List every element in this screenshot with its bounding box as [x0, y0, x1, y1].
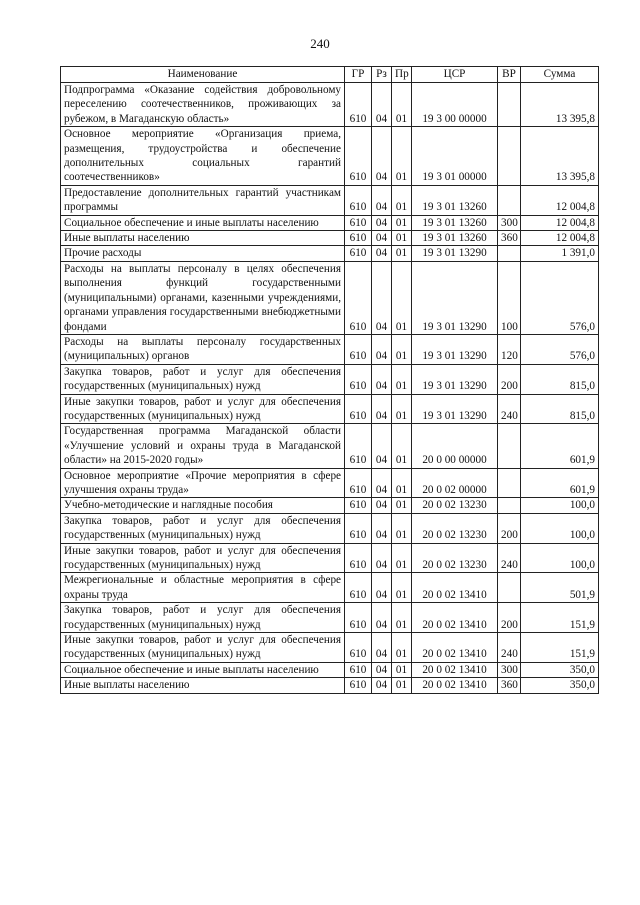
row-csr: 20 0 00 00000 [412, 424, 498, 468]
row-name: Иные выплаты населению [61, 231, 345, 246]
header-csr: ЦСР [412, 67, 498, 83]
row-pr: 01 [392, 83, 412, 127]
row-rz: 04 [372, 573, 392, 603]
row-gr: 610 [345, 334, 372, 364]
header-sum: Сумма [521, 67, 599, 83]
table-row [61, 678, 599, 693]
row-gr: 610 [345, 215, 372, 230]
row-pr: 01 [392, 603, 412, 633]
row-pr: 01 [392, 573, 412, 603]
row-name: Закупка товаров, работ и услуг для обеспечения государственных (муниципальных) нужд [61, 513, 345, 543]
table-row [61, 498, 599, 513]
row-name: Расходы на выплаты персоналу в целях обеспечения выполнения функций государственными (муниципальными) органами, казенными учреждениями, органами управления государственными внебюджетными фондами [61, 261, 345, 334]
row-gr: 610 [345, 231, 372, 246]
row-csr: 20 0 02 13410 [412, 573, 498, 603]
table-header [61, 67, 599, 83]
row-vr [498, 424, 521, 468]
row-csr: 19 3 01 13290 [412, 261, 498, 334]
row-csr: 20 0 02 13230 [412, 543, 498, 573]
row-csr: 19 3 01 13290 [412, 394, 498, 424]
row-name: Иные закупки товаров, работ и услуг для обеспечения государственных (муниципальных) нужд [61, 633, 345, 663]
row-vr: 360 [498, 678, 521, 693]
row-csr: 20 0 02 00000 [412, 468, 498, 498]
row-vr: 240 [498, 633, 521, 663]
row-csr: 19 3 01 00000 [412, 127, 498, 186]
table-row [61, 543, 599, 573]
row-name: Социальное обеспечение и иные выплаты населению [61, 662, 345, 677]
row-vr: 200 [498, 364, 521, 394]
row-sum: 576,0 [521, 261, 599, 334]
row-name: Подпрограмма «Оказание содействия добровольному переселению соотечественников, проживающих за рубежом, в Магаданскую область» [61, 83, 345, 127]
row-csr: 20 0 02 13410 [412, 662, 498, 677]
row-csr: 19 3 01 13260 [412, 185, 498, 215]
row-gr: 610 [345, 513, 372, 543]
row-pr: 01 [392, 394, 412, 424]
table-row [61, 364, 599, 394]
row-pr: 01 [392, 513, 412, 543]
row-csr: 20 0 02 13410 [412, 633, 498, 663]
table-row [61, 468, 599, 498]
row-name: Закупка товаров, работ и услуг для обеспечения государственных (муниципальных) нужд [61, 603, 345, 633]
table-row [61, 83, 599, 127]
row-sum: 501,9 [521, 573, 599, 603]
table-row [61, 424, 599, 468]
row-rz: 04 [372, 364, 392, 394]
row-sum: 100,0 [521, 513, 599, 543]
table-row [61, 662, 599, 677]
row-name: Межрегиональные и областные мероприятия в сфере охраны труда [61, 573, 345, 603]
table-row [61, 573, 599, 603]
row-sum: 100,0 [521, 543, 599, 573]
row-sum: 151,9 [521, 633, 599, 663]
row-gr: 610 [345, 678, 372, 693]
row-gr: 610 [345, 498, 372, 513]
row-sum: 100,0 [521, 498, 599, 513]
header-row [61, 67, 599, 83]
row-vr: 200 [498, 603, 521, 633]
row-sum: 12 004,8 [521, 215, 599, 230]
row-csr: 20 0 02 13410 [412, 603, 498, 633]
row-sum: 13 395,8 [521, 127, 599, 186]
row-sum: 12 004,8 [521, 231, 599, 246]
row-sum: 350,0 [521, 678, 599, 693]
row-rz: 04 [372, 424, 392, 468]
row-gr: 610 [345, 261, 372, 334]
table-body [61, 83, 599, 694]
row-pr: 01 [392, 498, 412, 513]
row-rz: 04 [372, 127, 392, 186]
row-gr: 610 [345, 185, 372, 215]
row-vr [498, 185, 521, 215]
row-vr: 360 [498, 231, 521, 246]
row-pr: 01 [392, 246, 412, 261]
row-vr [498, 83, 521, 127]
row-pr: 01 [392, 468, 412, 498]
table-row [61, 633, 599, 663]
table-row [61, 215, 599, 230]
row-gr: 610 [345, 468, 372, 498]
row-csr: 20 0 02 13230 [412, 498, 498, 513]
row-sum: 601,9 [521, 424, 599, 468]
table-row [61, 127, 599, 186]
row-name: Расходы на выплаты персоналу государственных (муниципальных) органов [61, 334, 345, 364]
row-vr: 240 [498, 543, 521, 573]
page-number: 240 [310, 36, 330, 51]
row-vr: 200 [498, 513, 521, 543]
header-pr: Пр [392, 67, 412, 83]
table-row [61, 246, 599, 261]
row-vr: 300 [498, 215, 521, 230]
row-sum: 350,0 [521, 662, 599, 677]
row-csr: 20 0 02 13230 [412, 513, 498, 543]
row-csr: 19 3 01 13290 [412, 246, 498, 261]
header-name: Наименование [61, 67, 345, 83]
table-row [61, 334, 599, 364]
row-gr: 610 [345, 364, 372, 394]
row-vr [498, 127, 521, 186]
row-rz: 04 [372, 83, 392, 127]
row-vr: 120 [498, 334, 521, 364]
row-sum: 151,9 [521, 603, 599, 633]
row-gr: 610 [345, 424, 372, 468]
row-name: Прочие расходы [61, 246, 345, 261]
row-rz: 04 [372, 498, 392, 513]
row-name: Основное мероприятие «Организация приема, размещения, трудоустройства и обеспечение дополнительных социальных гарантий соотечественников» [61, 127, 345, 186]
row-rz: 04 [372, 678, 392, 693]
row-gr: 610 [345, 394, 372, 424]
row-gr: 610 [345, 662, 372, 677]
row-gr: 610 [345, 543, 372, 573]
row-sum: 13 395,8 [521, 83, 599, 127]
row-pr: 01 [392, 543, 412, 573]
row-pr: 01 [392, 678, 412, 693]
row-vr [498, 246, 521, 261]
row-sum: 601,9 [521, 468, 599, 498]
header-vr: ВР [498, 67, 521, 83]
row-vr [498, 498, 521, 513]
row-pr: 01 [392, 127, 412, 186]
row-rz: 04 [372, 468, 392, 498]
row-gr: 610 [345, 246, 372, 261]
row-name: Учебно-методические и наглядные пособия [61, 498, 345, 513]
row-name: Основное мероприятие «Прочие мероприятия в сфере улучшения охраны труда» [61, 468, 345, 498]
row-csr: 19 3 01 13260 [412, 231, 498, 246]
row-rz: 04 [372, 246, 392, 261]
row-pr: 01 [392, 662, 412, 677]
row-rz: 04 [372, 543, 392, 573]
row-name: Государственная программа Магаданской области «Улучшение условий и охраны труда в Магаданской области» на 2015-2020 годы» [61, 424, 345, 468]
row-csr: 20 0 02 13410 [412, 678, 498, 693]
row-rz: 04 [372, 633, 392, 663]
row-csr: 19 3 01 13290 [412, 334, 498, 364]
row-sum: 815,0 [521, 364, 599, 394]
row-gr: 610 [345, 127, 372, 186]
table-row [61, 394, 599, 424]
row-name: Закупка товаров, работ и услуг для обеспечения государственных (муниципальных) нужд [61, 364, 345, 394]
row-vr: 100 [498, 261, 521, 334]
row-gr: 610 [345, 633, 372, 663]
row-name: Социальное обеспечение и иные выплаты населению [61, 215, 345, 230]
row-rz: 04 [372, 261, 392, 334]
row-rz: 04 [372, 662, 392, 677]
budget-table [60, 66, 599, 694]
table-row [61, 261, 599, 334]
table-row [61, 513, 599, 543]
row-pr: 01 [392, 261, 412, 334]
row-vr: 240 [498, 394, 521, 424]
row-pr: 01 [392, 185, 412, 215]
row-vr [498, 573, 521, 603]
header-rz: Рз [372, 67, 392, 83]
row-gr: 610 [345, 83, 372, 127]
row-vr [498, 468, 521, 498]
row-rz: 04 [372, 513, 392, 543]
row-name: Иные закупки товаров, работ и услуг для обеспечения государственных (муниципальных) нужд [61, 394, 345, 424]
row-rz: 04 [372, 231, 392, 246]
table-row [61, 231, 599, 246]
row-sum: 1 391,0 [521, 246, 599, 261]
row-pr: 01 [392, 424, 412, 468]
row-pr: 01 [392, 364, 412, 394]
row-sum: 815,0 [521, 394, 599, 424]
row-name: Иные выплаты населению [61, 678, 345, 693]
row-csr: 19 3 00 00000 [412, 83, 498, 127]
row-rz: 04 [372, 215, 392, 230]
row-sum: 576,0 [521, 334, 599, 364]
row-pr: 01 [392, 215, 412, 230]
row-pr: 01 [392, 231, 412, 246]
row-gr: 610 [345, 603, 372, 633]
row-sum: 12 004,8 [521, 185, 599, 215]
row-rz: 04 [372, 334, 392, 364]
row-vr: 300 [498, 662, 521, 677]
row-rz: 04 [372, 185, 392, 215]
row-name: Предоставление дополнительных гарантий участникам программы [61, 185, 345, 215]
row-pr: 01 [392, 633, 412, 663]
header-gr: ГР [345, 67, 372, 83]
row-csr: 19 3 01 13290 [412, 364, 498, 394]
table-row [61, 603, 599, 633]
table-row [61, 185, 599, 215]
row-csr: 19 3 01 13260 [412, 215, 498, 230]
row-gr: 610 [345, 573, 372, 603]
row-rz: 04 [372, 603, 392, 633]
row-pr: 01 [392, 334, 412, 364]
row-rz: 04 [372, 394, 392, 424]
row-name: Иные закупки товаров, работ и услуг для обеспечения государственных (муниципальных) нужд [61, 543, 345, 573]
